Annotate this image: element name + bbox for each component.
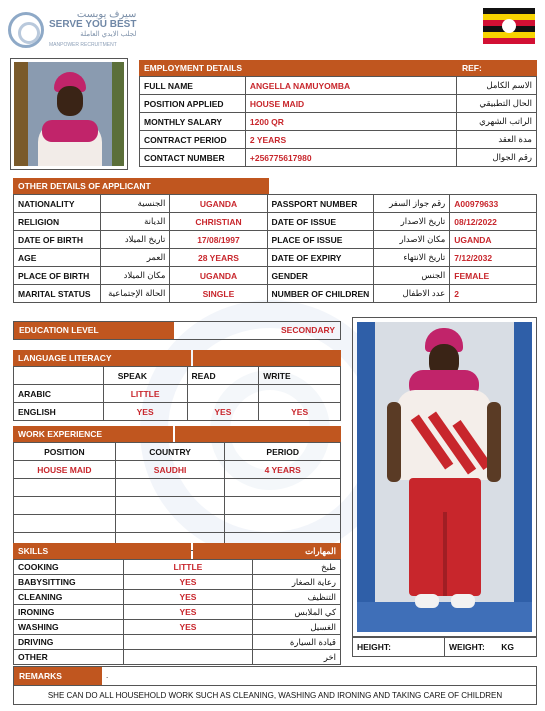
field-label: POSITION APPLIED [140,95,246,113]
language-corner [14,367,104,385]
skill-label: COOKING [14,560,124,575]
skill-value: YES [123,605,252,620]
field-label: CONTACT NUMBER [140,149,246,167]
work-row [14,515,341,533]
work-position [14,479,116,497]
field-value: 7/12/2032 [450,249,537,267]
field-value: ANGELLA NAMUYOMBA [245,77,456,95]
skill-label: BABYSITTING [14,575,124,590]
language-speak: YES [103,403,187,421]
field-label-arabic: الديانة [100,213,169,231]
skill-label-arabic: كي الملابس [253,605,341,620]
education-label: EDUCATION LEVEL [14,322,174,339]
field-value: 2 [450,285,537,303]
field-label-arabic: مكان الميلاد [100,267,169,285]
other-details-section [13,178,537,303]
skill-label-arabic: قيادة السيارة [253,635,341,650]
field-label: DATE OF BIRTH [14,231,101,249]
field-label-arabic: تاريخ الانتهاء [374,249,450,267]
work-period [225,497,341,515]
work-country [115,515,225,533]
work-position [14,497,116,515]
field-label: AGE [14,249,101,267]
skill-label: CLEANING [14,590,124,605]
field-label: GENDER [267,267,374,285]
skills-section [13,543,341,665]
employment-row [140,77,537,95]
field-label: DATE OF ISSUE [267,213,374,231]
language-column-header: READ [187,367,259,385]
employment-row [140,131,537,149]
other-details-row [14,249,537,267]
field-label-arabic: تاريخ الاصدار [374,213,450,231]
skill-label-arabic: اخر [253,650,341,665]
work-country [115,497,225,515]
skill-row [14,605,341,620]
skill-value: LITTLE [123,560,252,575]
skill-label-arabic: رعاية الصغار [253,575,341,590]
applicant-photo-small [10,58,128,170]
logo-arabic: سيرف يوبست [76,9,137,20]
work-country [115,479,225,497]
logo-emblem-icon [8,12,44,48]
field-value: CHRISTIAN [170,213,267,231]
work-period [225,479,341,497]
applicant-photo-full [352,317,537,637]
skills-header: SKILLS [13,543,191,559]
field-label-arabic: الاسم الكامل [457,77,537,95]
field-label-arabic: رقم الجوال [457,149,537,167]
logo-arabic-sub: لجلب الايدي العاملة [80,31,137,38]
work-row [14,497,341,515]
field-label: FULL NAME [140,77,246,95]
field-label: PLACE OF ISSUE [267,231,374,249]
employment-details-section [139,60,537,167]
work-column-header: COUNTRY [115,443,225,461]
skills-header-arabic: المهارات [193,543,341,559]
language-column-header: WRITE [259,367,341,385]
work-row [14,479,341,497]
work-header-row [14,443,341,461]
field-value: 08/12/2022 [450,213,537,231]
field-label-arabic: الراتب الشهري [457,113,537,131]
language-column-header: SPEAK [103,367,187,385]
field-label: PLACE OF BIRTH [14,267,101,285]
company-logo [8,10,136,50]
field-label: MONTHLY SALARY [140,113,246,131]
field-value: UGANDA [450,231,537,249]
field-value: 17/08/1997 [170,231,267,249]
work-period [225,515,341,533]
skill-row [14,635,341,650]
work-country: SAUDHI [115,461,225,479]
field-label-arabic: مكان الاصدار [374,231,450,249]
field-value: 2 YEARS [245,131,456,149]
field-label: NATIONALITY [14,195,101,213]
field-value: +256775617980 [245,149,456,167]
field-label-arabic: الجنسية [100,195,169,213]
language-section [13,350,341,421]
field-label-arabic: الحالة الإجتماعية [100,285,169,303]
field-value: 28 YEARS [170,249,267,267]
remarks-dot: . [106,671,109,680]
language-header-row [14,367,341,385]
field-value: UGANDA [170,267,267,285]
work-position [14,515,116,533]
field-value: A00979633 [450,195,537,213]
skill-label: OTHER [14,650,124,665]
skill-value: YES [123,590,252,605]
language-row [14,385,341,403]
skill-row [14,620,341,635]
language-write [259,385,341,403]
skill-value [123,650,252,665]
language-read [187,385,259,403]
language-header: LANGUAGE LITERACY [13,350,191,366]
measurements-row [352,637,537,657]
work-header: WORK EXPERIENCE [13,426,173,442]
language-name: ARABIC [14,385,104,403]
language-write: YES [259,403,341,421]
weight-label: WEIGHT: [449,642,485,652]
ref-label: REF: [462,63,482,73]
employment-row [140,95,537,113]
education-section [13,321,341,340]
work-experience-section [13,426,341,551]
field-value: HOUSE MAID [245,95,456,113]
other-details-row [14,231,537,249]
skill-row [14,590,341,605]
field-label: NUMBER OF CHILDREN [267,285,374,303]
employment-header: EMPLOYMENT DETAILS [144,63,243,73]
work-column-header: POSITION [14,443,116,461]
field-value: FEMALE [450,267,537,285]
remarks-header: REMARKS [14,667,102,685]
uganda-flag-icon [483,8,535,44]
field-label-arabic: الحال التطبيقي [457,95,537,113]
skill-label-arabic: طبخ [253,560,341,575]
field-label-arabic: تاريخ الميلاد [100,231,169,249]
remarks-section [13,666,537,705]
field-label-arabic: عدد الاطفال [374,285,450,303]
work-row [14,461,341,479]
work-period: 4 YEARS [225,461,341,479]
skill-label-arabic: التنظيف [253,590,341,605]
other-details-header: OTHER DETAILS OF APPLICANT [13,178,269,194]
field-label: DATE OF EXPIRY [267,249,374,267]
logo-name: SERVE YOU BEST [49,19,137,30]
field-label: CONTRACT PERIOD [140,131,246,149]
other-details-row [14,213,537,231]
language-read: YES [187,403,259,421]
skill-row [14,650,341,665]
field-label-arabic: العمر [100,249,169,267]
other-details-row [14,285,537,303]
employment-row [140,149,537,167]
field-value: SINGLE [170,285,267,303]
language-name: ENGLISH [14,403,104,421]
education-value: SECONDARY [281,325,335,335]
skill-label-arabic: الغسيل [253,620,341,635]
field-value: 1200 QR [245,113,456,131]
field-label: PASSPORT NUMBER [267,195,374,213]
skill-row [14,575,341,590]
employment-row [140,113,537,131]
remarks-text: SHE CAN DO ALL HOUSEHOLD WORK SUCH AS CLEANING, WASHING AND IRONING AND TAKING CARE OF CHILDREN [13,685,537,705]
skill-value [123,635,252,650]
skill-label: IRONING [14,605,124,620]
language-speak: LITTLE [103,385,187,403]
other-details-row [14,267,537,285]
work-column-header: PERIOD [225,443,341,461]
field-value: UGANDA [170,195,267,213]
skill-label: WASHING [14,620,124,635]
field-label: MARITAL STATUS [14,285,101,303]
logo-tagline: MANPOWER RECRUITMENT [49,42,117,48]
work-position: HOUSE MAID [14,461,116,479]
weight-unit: KG [501,642,514,652]
skill-value: YES [123,575,252,590]
field-label: RELIGION [14,213,101,231]
skill-row [14,560,341,575]
skill-value: YES [123,620,252,635]
other-details-row [14,195,537,213]
field-label-arabic: مدة العقد [457,131,537,149]
field-label-arabic: الجنس [374,267,450,285]
height-label: HEIGHT: [353,638,445,656]
skill-label: DRIVING [14,635,124,650]
language-row [14,403,341,421]
field-label-arabic: رقم جواز السفر [374,195,450,213]
